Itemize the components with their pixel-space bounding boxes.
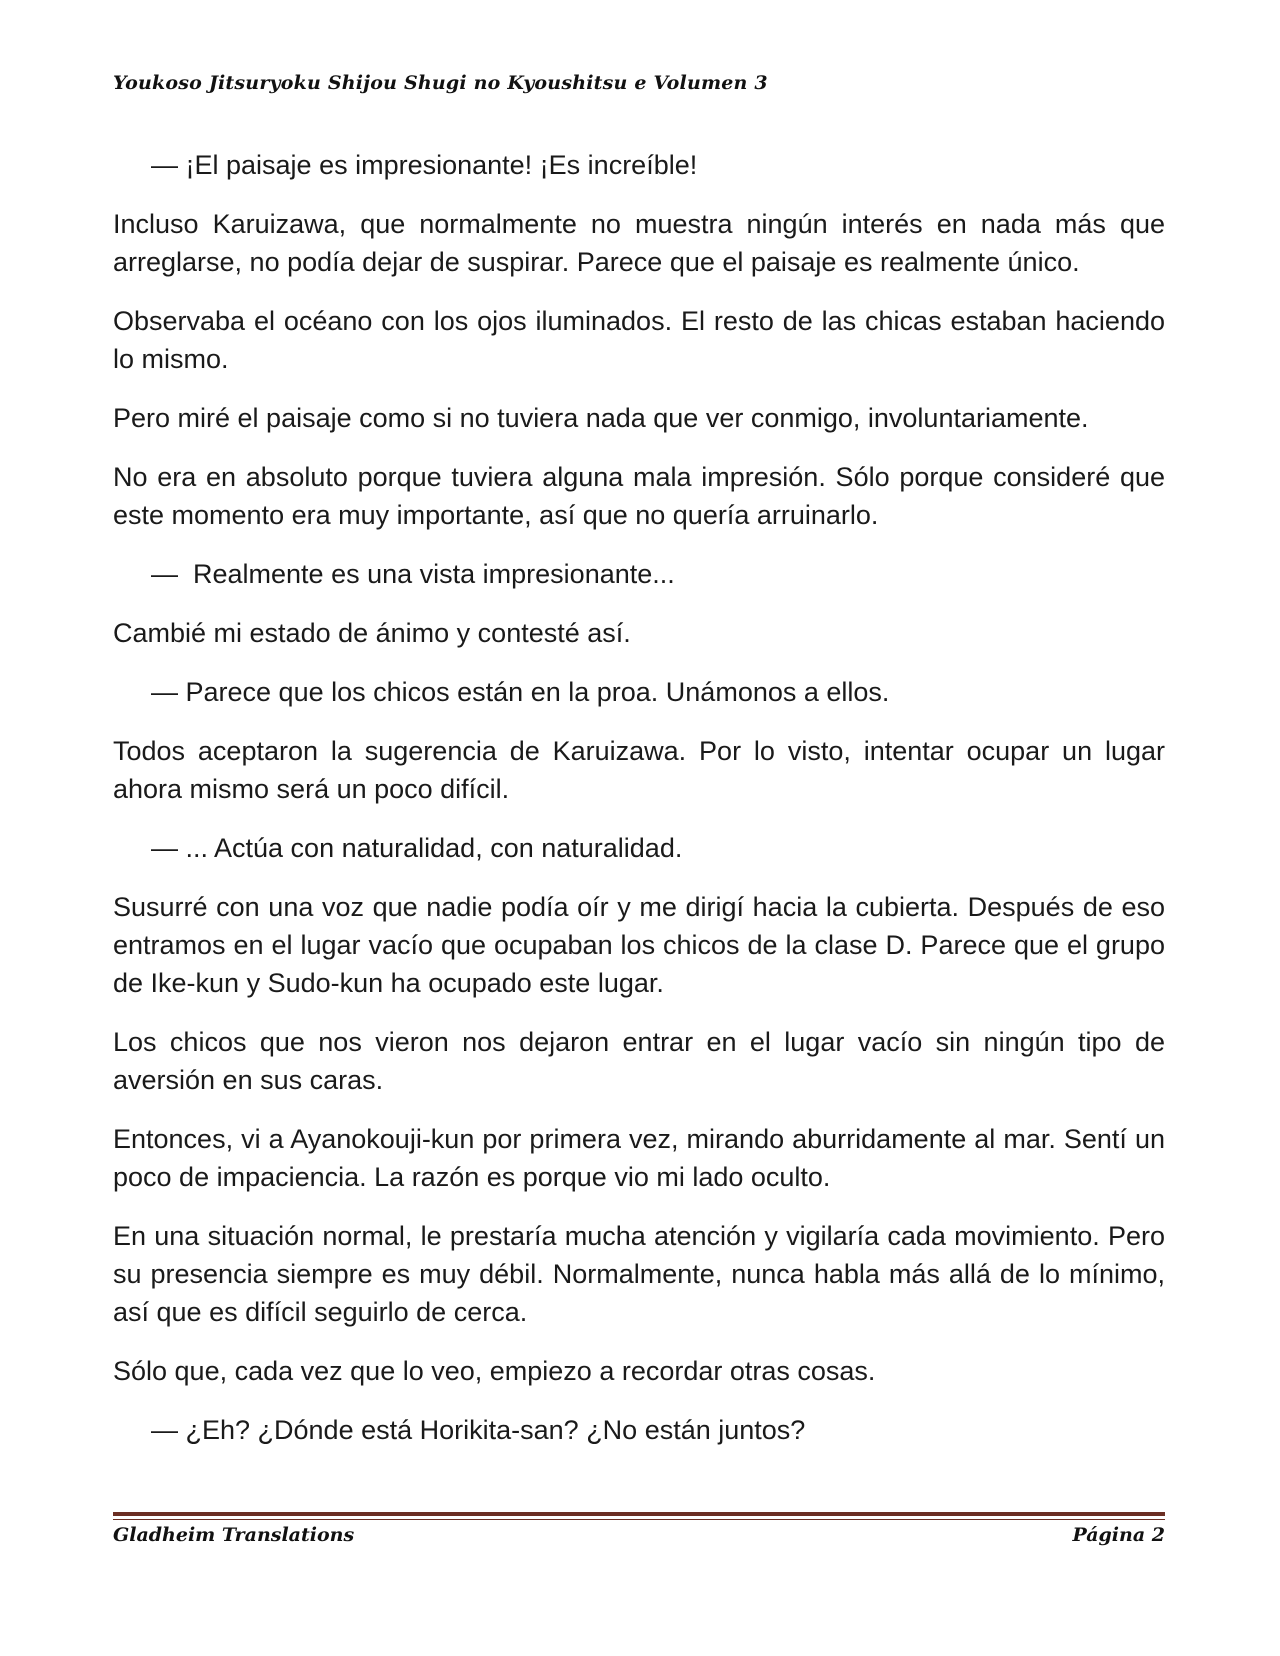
- paragraph: En una situación normal, le prestaría mucha atención y vigilaría cada movimiento. Pero su presencia siempre es muy débil. Normalmente, nunca habla más allá de lo mínimo, así que es difícil seguirlo de cerca.: [113, 1221, 1165, 1327]
- paragraph: Incluso Karuizawa, que normalmente no muestra ningún interés en nada más que arreglarse, no podía dejar de suspirar. Parece que el paisaje es realmente único.: [113, 209, 1165, 277]
- paragraph-dialog: — ¿Eh? ¿Dónde está Horikita-san? ¿No están juntos?: [151, 1415, 806, 1445]
- paragraph: Los chicos que nos vieron nos dejaron entrar en el lugar vacío sin ningún tipo de aversión en sus caras.: [113, 1027, 1165, 1095]
- paragraph-dialog: — ... Actúa con naturalidad, con naturalidad.: [151, 833, 683, 863]
- paragraph: Entonces, vi a Ayanokouji-kun por primera vez, mirando aburridamente al mar. Sentí un poco de impaciencia. La razón es porque vio mi lado oculto.: [113, 1124, 1165, 1192]
- document-body: [113, 146, 1165, 1470]
- paragraph: Todos aceptaron la sugerencia de Karuizawa. Por lo visto, intentar ocupar un lugar ahora mismo será un poco difícil.: [113, 736, 1165, 804]
- paragraph: Pero miré el paisaje como si no tuviera nada que ver conmigo, involuntariamente.: [113, 403, 1089, 433]
- footer-divider-thin: [113, 1519, 1165, 1520]
- paragraph: Sólo que, cada vez que lo veo, empiezo a recordar otras cosas.: [113, 1356, 876, 1386]
- paragraph-dialog: — Parece que los chicos están en la proa. Unámonos a ellos.: [151, 677, 890, 707]
- paragraph-dialog: — Realmente es una vista impresionante...: [151, 559, 675, 589]
- footer-credit: Gladheim Translations: [113, 1524, 355, 1546]
- paragraph: No era en absoluto porque tuviera alguna mala impresión. Sólo porque consideré que este momento era muy importante, así que no quería arruinarlo.: [113, 462, 1165, 530]
- page-header-title: Youkoso Jitsuryoku Shijou Shugi no Kyoushitsu e Volumen 3: [113, 72, 768, 94]
- paragraph: Susurré con una voz que nadie podía oír y me dirigí hacia la cubierta. Después de eso entramos en el lugar vacío que ocupaban los chicos de la clase D. Parece que el grupo de Ike-kun y Sudo-kun ha ocupado este lugar.: [113, 892, 1165, 998]
- paragraph: Observaba el océano con los ojos iluminados. El resto de las chicas estaban haciendo lo mismo.: [113, 306, 1165, 374]
- footer-divider: [113, 1512, 1165, 1516]
- paragraph-dialog: — ¡El paisaje es impresionante! ¡Es increíble!: [151, 150, 698, 180]
- page-number: Página 2: [1072, 1524, 1165, 1546]
- page-footer: [113, 1524, 1165, 1546]
- paragraph: Cambié mi estado de ánimo y contesté así.: [113, 618, 631, 648]
